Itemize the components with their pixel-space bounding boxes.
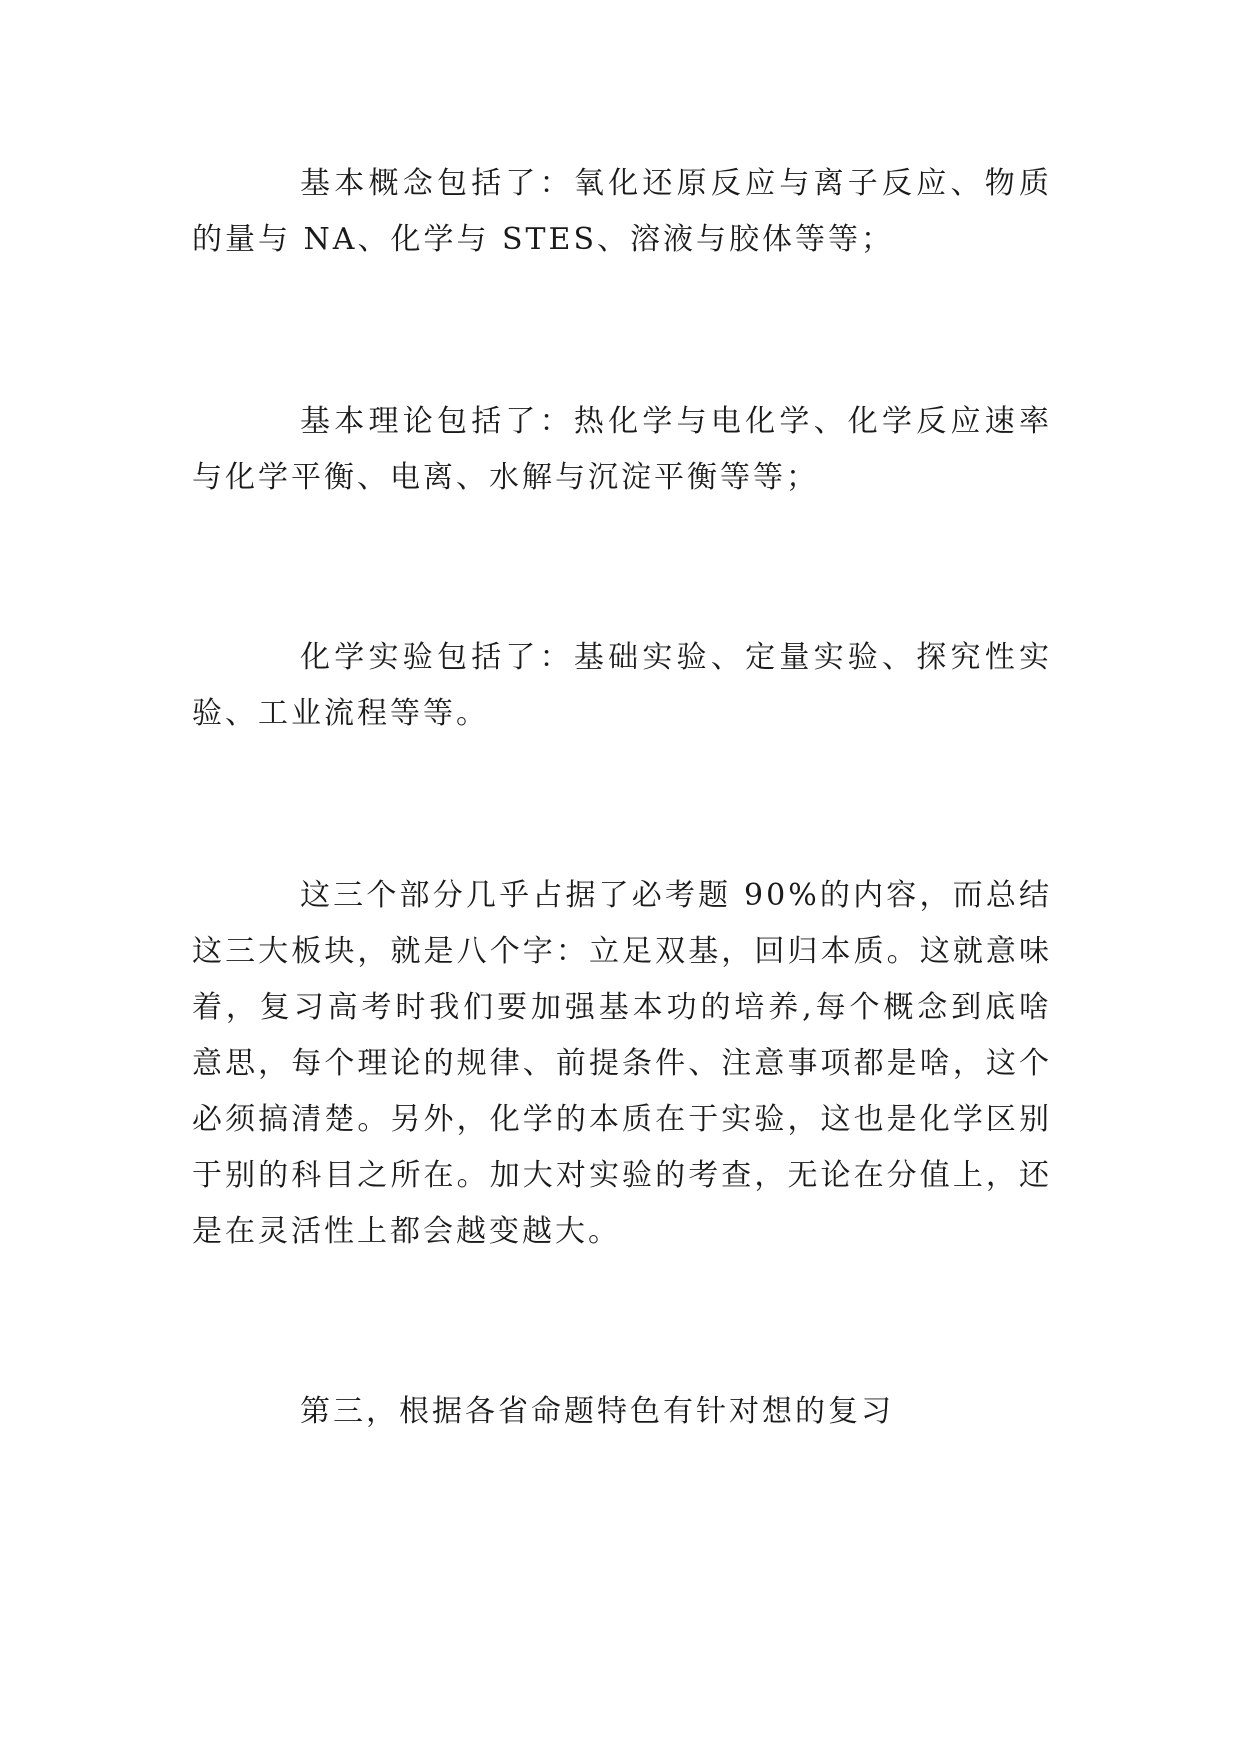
paragraph-summary: 这三个部分几乎占据了必考题 90%的内容，而总结这三大板块，就是八个字：立足双基，回归本质。这就意味着，复习高考时我们要加强基本功的培养,每个概念到底啥意思，每个理论的规律、前提条件、注意事项都是啥，这个必须搞清楚。另外，化学的本质在于实验，这也是化学区别于别的科目之所在。加大对实验的考查，无论在分值上，还是在灵活性上都会越变越大。 [192, 878, 1052, 1249]
paragraph-chemistry-experiments: 化学实验包括了：基础实验、定量实验、探究性实验、工业流程等等。 [192, 640, 1052, 731]
paragraph-basic-theory: 基本理论包括了：热化学与电化学、化学反应速率与化学平衡、电离、水解与沉淀平衡等等； [192, 404, 1052, 495]
section-heading-third: 第三，根据各省命题特色有针对想的复习 [300, 1394, 894, 1429]
paragraph-basic-concepts: 基本概念包括了：氧化还原反应与离子反应、物质的量与 NA、化学与 STES、溶液与胶体等等； [192, 166, 1052, 257]
